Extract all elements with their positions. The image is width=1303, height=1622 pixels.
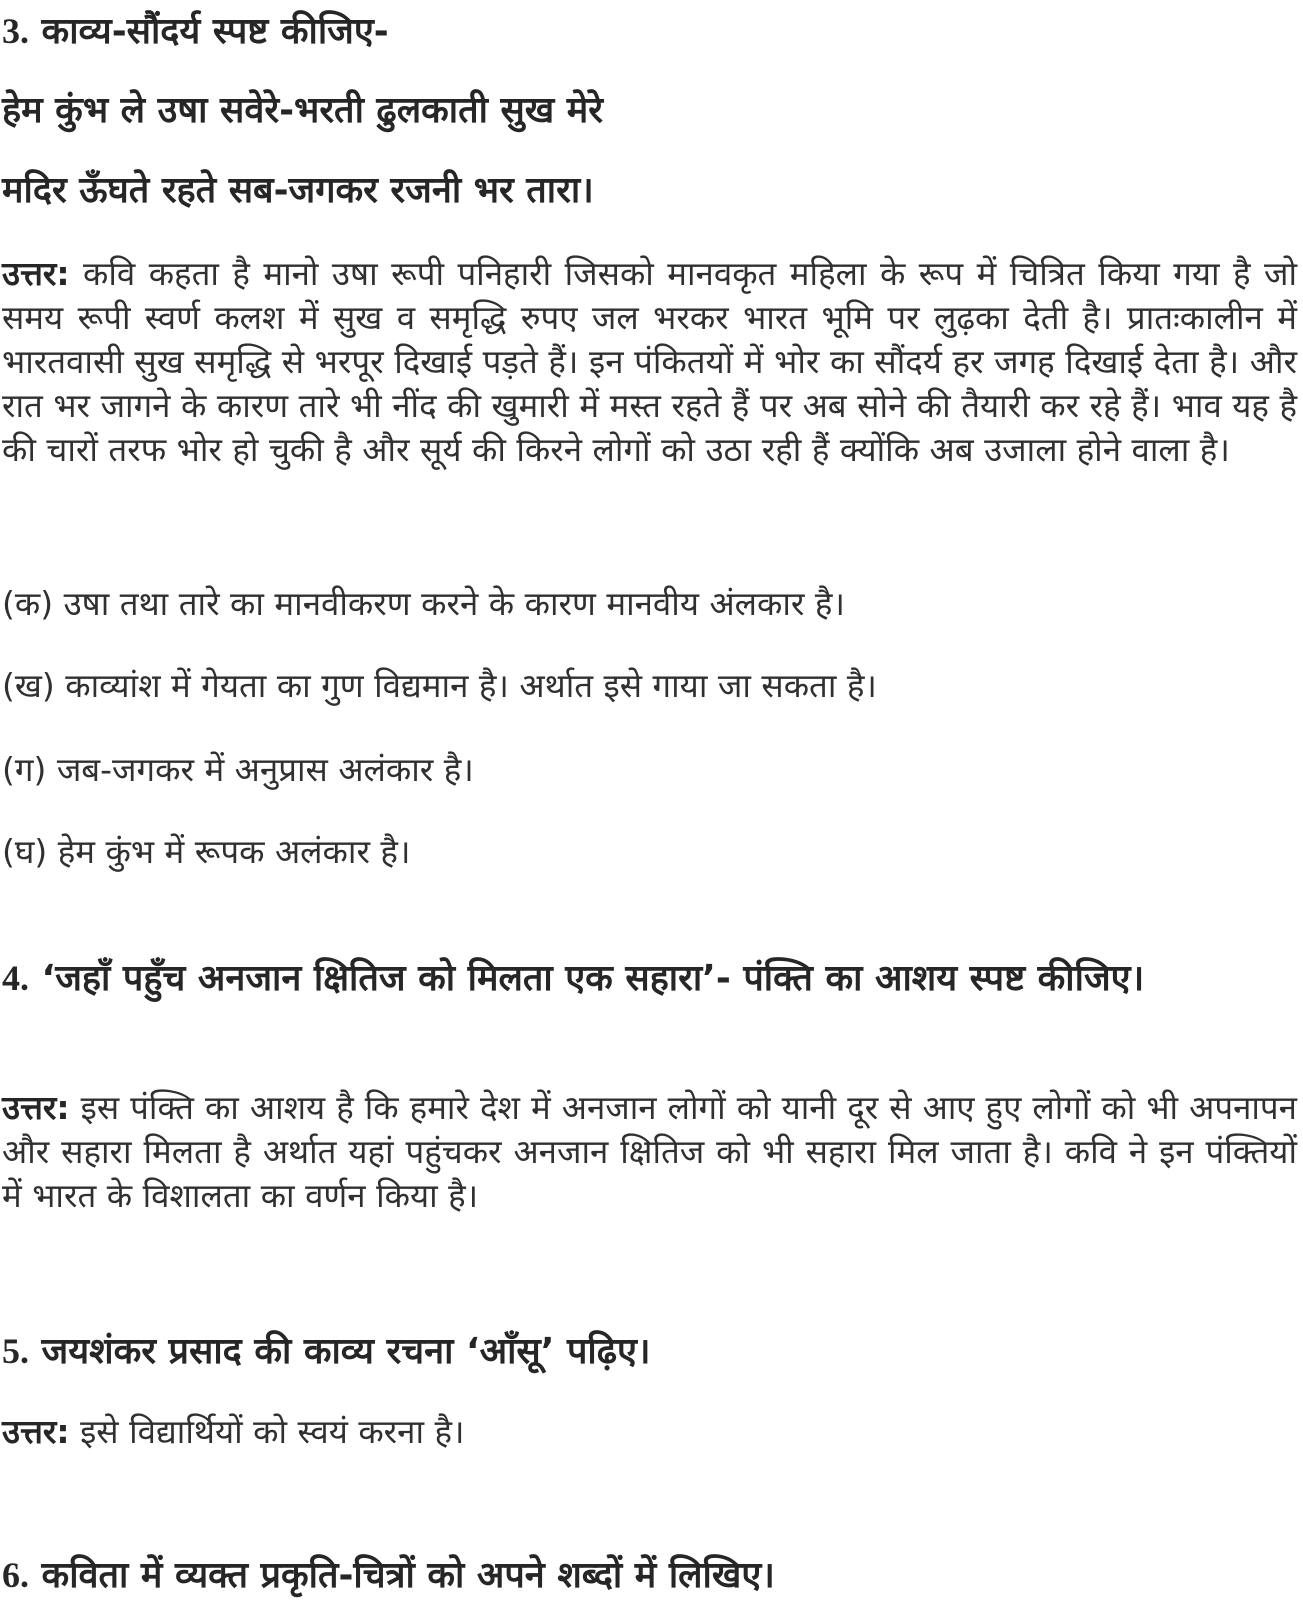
- answer-label: उत्तर:: [2, 254, 70, 293]
- question-number: 4.: [2, 958, 29, 998]
- question-title: जयशंकर प्रसाद की काव्य रचना ‘आँसू’ पढ़िए।: [41, 1331, 651, 1372]
- answer-paragraph-5: [2, 1410, 1297, 1454]
- question-5-heading: [2, 1326, 1297, 1377]
- question-number: 3.: [2, 11, 29, 51]
- point-ga: (ग) जब-जगकर में अनुप्रास अलंकार है।: [2, 750, 474, 789]
- answer-paragraph-3: [2, 252, 1297, 552]
- question-4-heading: [2, 952, 1297, 1005]
- answer-text: इसे विद्यार्थियों को स्वयं करना है।: [69, 1412, 465, 1451]
- verse-line-1: हेम कुंभ ले उषा सवेरे-भरती ढुलकाती सुख मेरे: [2, 90, 604, 131]
- answer-text: इस पंक्ति का आशय है कि हमारे देश में अनजान लोगों को यानी दूर से आए हुए लोगों को भी अपनापन और सहारा मिलता है अर्थात यहां पहुंचकर अनजान क्षितिज को भी सहारा मिल जाता है। कवि ने इन पंक्तियों में भारत के विशालता का वर्णन किया है।: [2, 1088, 1297, 1215]
- question-number: 5.: [2, 1331, 29, 1371]
- answer-label: उत्तर:: [2, 1412, 70, 1451]
- question-6-heading: [2, 1550, 1297, 1601]
- question-3-heading: [2, 6, 1297, 57]
- answer-text: कवि कहता है मानो उषा रूपी पनिहारी जिसको मानवकृत महिला के रूप में चित्रित किया गया है जो समय रूपी स्वर्ण कलश में सुख व समृद्धि रुपए जल भरकर भारत भूमि पर लुढ़का देती है। प्रातःकालीन में भारतवासी सुख समृद्धि से भरपूर दिखाई पड़ते हैं। इन पंकितयों में भोर का सौंदर्य हर जगह दिखाई देता है। और रात भर जागने के कारण तारे भी नींद की खुमारी में मस्त रहते हैं पर अब सोने की तैयारी कर रहे हैं। भाव यह है की चारों तरफ भोर हो चुकी है और सूर्य की किरने लोगों को उठा रही हैं क्योंकि अब उजाला होने वाला है।: [2, 254, 1297, 469]
- point-ka: (क) उषा तथा तारे का मानवीकरण करने के कारण मानवीय अंलकार है।: [2, 584, 845, 623]
- point-kha: (ख) काव्यांश में गेयता का गुण विद्यमान है। अर्थात इसे गाया जा सकता है।: [2, 666, 877, 705]
- question-title: काव्य-सौंदर्य स्पष्ट कीजिए-: [41, 11, 389, 52]
- question-title: कविता में व्यक्त प्रकृति-चित्रों को अपने शब्दों में लिखिए।: [41, 1555, 775, 1596]
- point-gha: (घ) हेम कुंभ में रूपक अलंकार है।: [2, 832, 411, 871]
- question-number: 6.: [2, 1555, 29, 1595]
- answer-paragraph-4: [2, 1086, 1297, 1218]
- answer-label: उत्तर:: [2, 1088, 70, 1127]
- question-title: ‘जहाँ पहुँच अनजान क्षितिज को मिलता एक सहारा’- पंक्ति का आशय स्पष्ट कीजिए।: [41, 958, 1145, 999]
- verse-line-2: मदिर ऊँघते रहते सब-जगकर रजनी भर तारा।: [2, 170, 594, 211]
